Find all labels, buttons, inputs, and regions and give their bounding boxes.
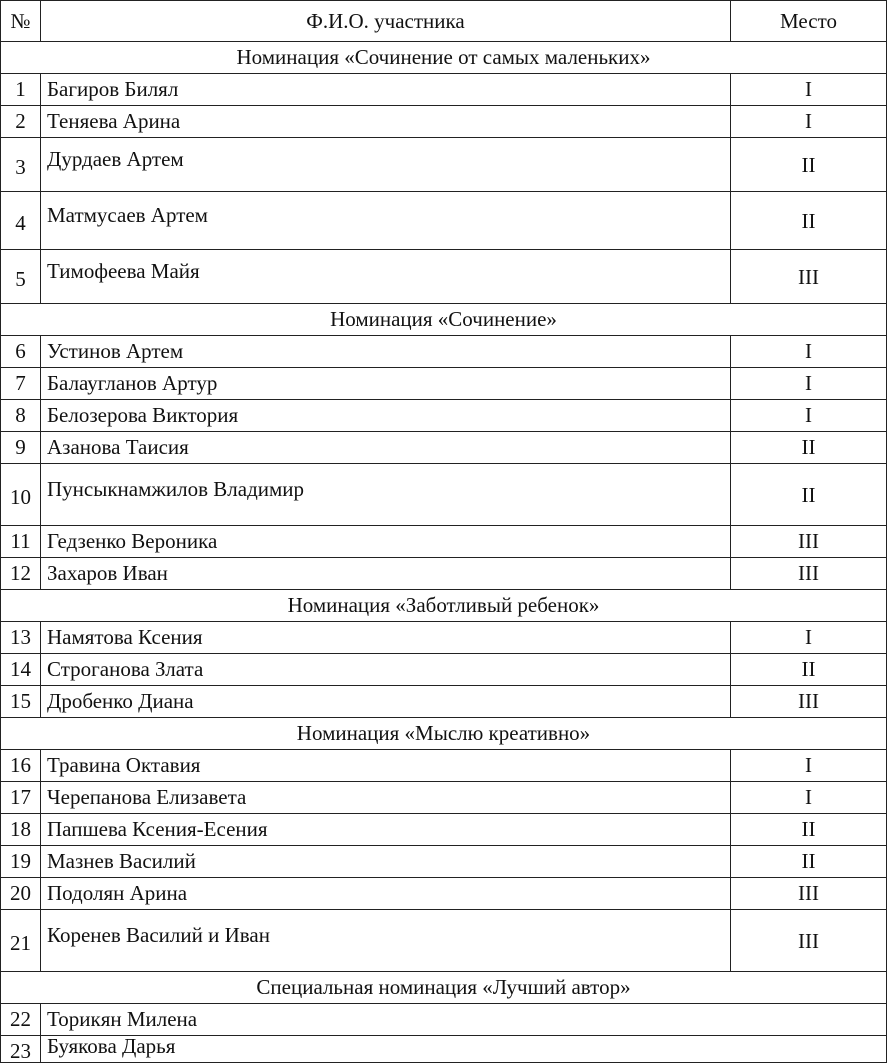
participant-name: Пунсыкнамжилов Владимир (41, 464, 731, 526)
nomination-section-row (1, 304, 887, 336)
participant-row (1, 782, 887, 814)
participant-number: 3 (1, 138, 41, 192)
participant-row (1, 464, 887, 526)
participant-place: III (731, 558, 887, 590)
participant-number: 2 (1, 106, 41, 138)
header-participant-name: Ф.И.О. участника (41, 1, 731, 42)
participant-place: II (731, 654, 887, 686)
nomination-section-row (1, 590, 887, 622)
nomination-section-row (1, 718, 887, 750)
participant-place: I (731, 782, 887, 814)
participant-name: Торикян Милена (41, 1004, 887, 1036)
participant-number: 23 (1, 1036, 41, 1063)
participant-place: III (731, 526, 887, 558)
participant-place: III (731, 878, 887, 910)
participant-place: I (731, 622, 887, 654)
participant-name: Папшева Ксения-Есения (41, 814, 731, 846)
participant-place: II (731, 814, 887, 846)
participant-row (1, 686, 887, 718)
header-row (1, 1, 887, 42)
participant-row (1, 1004, 887, 1036)
participant-row (1, 814, 887, 846)
participant-place: II (731, 846, 887, 878)
participant-name: Дробенко Диана (41, 686, 731, 718)
participant-row (1, 1036, 887, 1063)
participant-row (1, 138, 887, 192)
participant-place: I (731, 106, 887, 138)
participant-name: Мазнев Василий (41, 846, 731, 878)
participant-number: 11 (1, 526, 41, 558)
participant-number: 13 (1, 622, 41, 654)
participant-number: 19 (1, 846, 41, 878)
participant-name: Устинов Артем (41, 336, 731, 368)
participant-number: 16 (1, 750, 41, 782)
participant-name: Буякова Дарья (41, 1036, 887, 1063)
participant-name: Коренев Василий и Иван (41, 910, 731, 972)
participant-name: Азанова Таисия (41, 432, 731, 464)
participant-row (1, 106, 887, 138)
participant-row (1, 558, 887, 590)
participant-number: 4 (1, 192, 41, 250)
nomination-title: Номинация «Сочинение от самых маленьких» (1, 42, 887, 74)
participant-number: 12 (1, 558, 41, 590)
nomination-section-row (1, 972, 887, 1004)
participant-row (1, 368, 887, 400)
participant-number: 10 (1, 464, 41, 526)
participant-number: 18 (1, 814, 41, 846)
participant-row (1, 878, 887, 910)
participant-name: Матмусаев Артем (41, 192, 731, 250)
participant-place: III (731, 910, 887, 972)
participant-name: Гедзенко Вероника (41, 526, 731, 558)
participant-place: III (731, 250, 887, 304)
participant-number: 14 (1, 654, 41, 686)
participant-number: 20 (1, 878, 41, 910)
participant-number: 8 (1, 400, 41, 432)
participant-row (1, 74, 887, 106)
participant-number: 22 (1, 1004, 41, 1036)
participant-number: 17 (1, 782, 41, 814)
participant-place: III (731, 686, 887, 718)
participant-name: Черепанова Елизавета (41, 782, 731, 814)
participant-place: I (731, 400, 887, 432)
participant-name: Строганова Злата (41, 654, 731, 686)
participant-number: 15 (1, 686, 41, 718)
header-place: Место (731, 1, 887, 42)
nomination-title: Номинация «Заботливый ребенок» (1, 590, 887, 622)
nomination-title: Специальная номинация «Лучший автор» (1, 972, 887, 1004)
participant-name: Травина Октавия (41, 750, 731, 782)
participant-row (1, 750, 887, 782)
participant-name: Подолян Арина (41, 878, 731, 910)
nomination-title: Номинация «Мыслю креативно» (1, 718, 887, 750)
participant-row (1, 400, 887, 432)
participant-number: 6 (1, 336, 41, 368)
header-number: № (1, 1, 41, 42)
participant-row (1, 846, 887, 878)
participant-number: 5 (1, 250, 41, 304)
participant-row (1, 910, 887, 972)
table-body (1, 42, 887, 1063)
participant-row (1, 654, 887, 686)
participant-row (1, 336, 887, 368)
participant-name: Белозерова Виктория (41, 400, 731, 432)
participant-place: I (731, 368, 887, 400)
participant-place: II (731, 464, 887, 526)
participant-place: II (731, 138, 887, 192)
participant-name: Багиров Билял (41, 74, 731, 106)
participant-number: 1 (1, 74, 41, 106)
participant-row (1, 192, 887, 250)
participant-number: 21 (1, 910, 41, 972)
participant-name: Тимофеева Майя (41, 250, 731, 304)
participant-place: I (731, 74, 887, 106)
nomination-title: Номинация «Сочинение» (1, 304, 887, 336)
participant-name: Намятова Ксения (41, 622, 731, 654)
participant-row (1, 622, 887, 654)
participant-place: I (731, 336, 887, 368)
participant-place: II (731, 432, 887, 464)
participant-row (1, 250, 887, 304)
participant-name: Захаров Иван (41, 558, 731, 590)
participant-row (1, 526, 887, 558)
participant-number: 7 (1, 368, 41, 400)
participant-place: II (731, 192, 887, 250)
participant-place: I (731, 750, 887, 782)
participant-name: Теняева Арина (41, 106, 731, 138)
participant-name: Дурдаев Артем (41, 138, 731, 192)
participant-name: Балаугланов Артур (41, 368, 731, 400)
participant-row (1, 432, 887, 464)
participant-number: 9 (1, 432, 41, 464)
nomination-section-row (1, 42, 887, 74)
